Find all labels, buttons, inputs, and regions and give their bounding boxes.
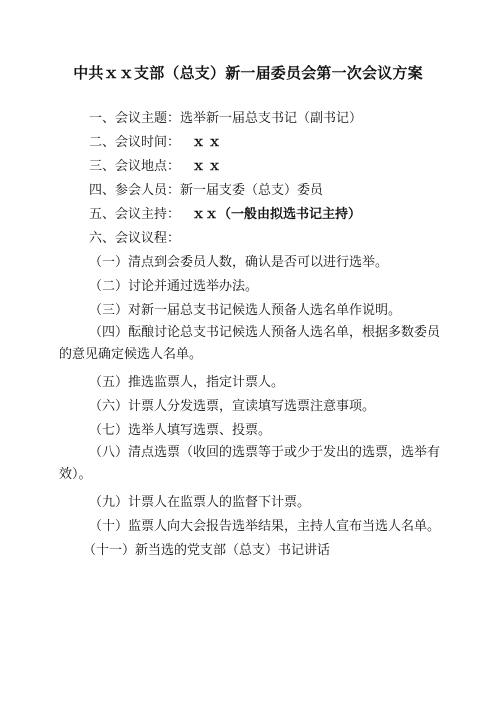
- agenda-item: （九）计票人在监票人的监督下计票。: [89, 495, 311, 510]
- item-attendees-label: 四、参会人员：: [89, 183, 181, 198]
- agenda-item: （十一）新当选的党支部（总支）书记讲话: [83, 543, 331, 558]
- item-time-value: ｘｘ: [192, 135, 225, 150]
- item-host-value: ｘｘ（一般由拟选书记主持）: [192, 207, 362, 222]
- item-host: [89, 206, 361, 223]
- agenda-item: （二）讨论并通过选举办法。: [89, 279, 259, 294]
- agenda-item: （三）对新一届总支书记候选人预备人选名单作说明。: [89, 303, 402, 318]
- agenda-item: （六）计票人分发选票，宣读填写选票注意事项。: [89, 399, 376, 414]
- item-location-label: 三、会议地点：: [89, 159, 181, 174]
- agenda-item: （四）酝酿讨论总支书记候选人预备人选名单，根据多数委员的意见确定候选人名单。: [59, 325, 441, 362]
- item-topic-value: 选举新一届总支书记（副书记）: [180, 111, 363, 126]
- item-location: [89, 158, 224, 175]
- item-location-value: ｘｘ: [192, 159, 225, 174]
- item-agenda: [89, 230, 180, 247]
- item-topic-label: 一、会议主题：: [89, 111, 181, 126]
- agenda-item: （七）选举人填写选票、投票。: [89, 423, 272, 438]
- item-attendees-value: 新一届支委（总支）委员: [180, 183, 324, 198]
- agenda-item: （十）监票人向大会报告选举结果，主持人宣布当选人名单。: [89, 519, 441, 534]
- item-attendees: [89, 182, 323, 199]
- item-host-label: 五、会议主持：: [89, 207, 181, 222]
- document-title: 中共ｘｘ支部（总支）新一届委员会第一次会议方案: [73, 64, 423, 82]
- agenda-item: （五）推选监票人，指定计票人。: [89, 375, 285, 390]
- agenda-item: （一）清点到会委员人数，确认是否可以进行选举。: [89, 255, 389, 270]
- item-time: [89, 134, 224, 151]
- agenda-item: （八）清点选票（收回的选票等于或少于发出的选票，选举有效）。: [59, 445, 441, 482]
- item-topic: [89, 110, 362, 127]
- item-agenda-label: 六、会议议程：: [89, 231, 181, 246]
- item-time-label: 二、会议时间：: [89, 135, 181, 150]
